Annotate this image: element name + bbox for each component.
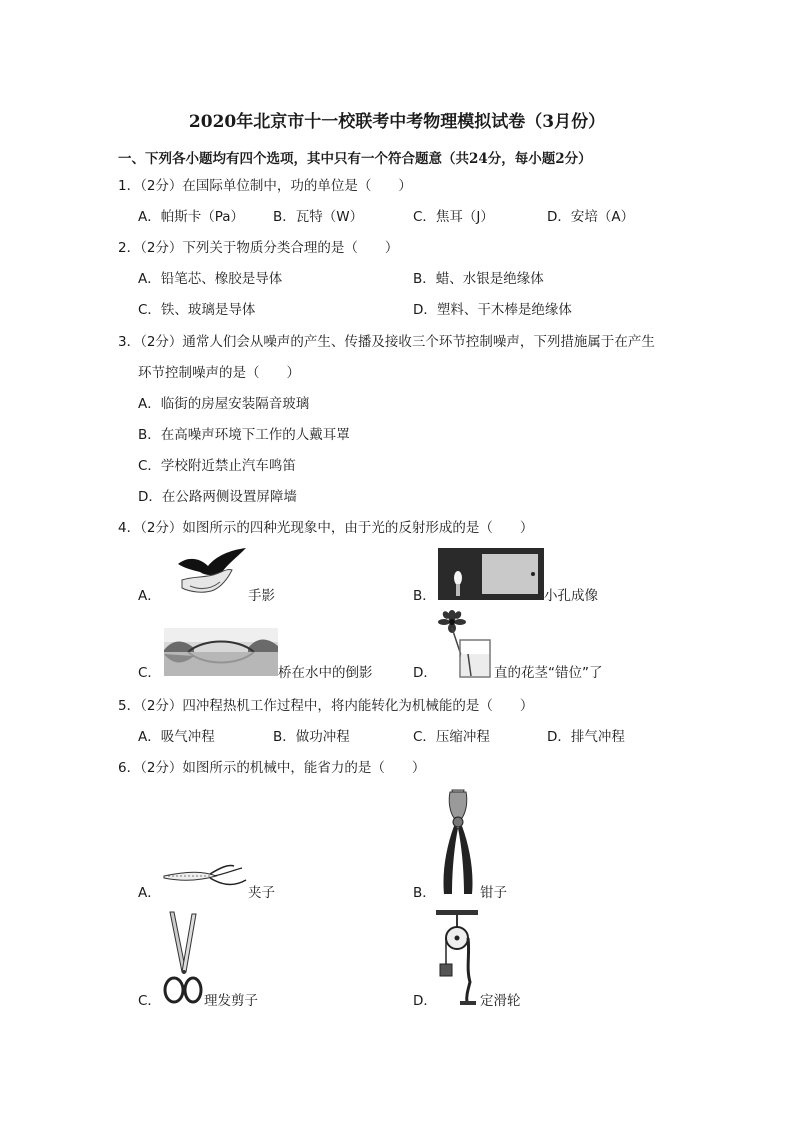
q6-stem: 6．（2分）如图所示的机械中，能省力的是（ ） <box>118 760 426 776</box>
q3-stem-line1: 3．（2分）通常人们会从噪声的产生、传播及接收三个环节控制噪声，下列措施属于在产生 <box>118 334 655 350</box>
scissors-image <box>162 910 204 1006</box>
q4-option-d-letter: D． <box>413 665 437 681</box>
flower-in-glass-image <box>438 610 494 678</box>
q5-option-a: A．吸气冲程 <box>138 729 215 745</box>
section-heading: 一、下列各小题均有四个选项，其中只有一个符合题意（共24分，每小题2分） <box>118 151 592 167</box>
q3-option-d: D．在公路两侧设置屏障墙 <box>138 489 297 505</box>
q5-option-d: D．排气冲程 <box>547 729 625 745</box>
q3-option-c: C．学校附近禁止汽车鸣笛 <box>138 458 296 474</box>
q4-option-a-letter: A． <box>138 588 161 604</box>
q4-option-b-letter: B． <box>413 588 436 604</box>
q4-option-b-text: 小孔成像 <box>544 588 598 604</box>
q2-option-c: C．铁、玻璃是导体 <box>138 302 256 318</box>
q1-option-d: D．安培（A） <box>547 209 635 225</box>
q6-option-d-letter: D． <box>413 993 437 1009</box>
q1-option-a: A．帕斯卡（Pa） <box>138 209 245 225</box>
q5-stem: 5．（2分）四冲程热机工作过程中，将内能转化为机械能的是（ ） <box>118 698 534 714</box>
q6-option-b-text: 钳子 <box>480 885 507 901</box>
q5-option-b: B．做功冲程 <box>273 729 350 745</box>
q2-option-b: B．蜡、水银是绝缘体 <box>413 271 544 287</box>
q2-stem: 2．（2分）下列关于物质分类合理的是（ ） <box>118 240 399 256</box>
q4-option-c-letter: C． <box>138 665 161 681</box>
q5-option-c: C．压缩冲程 <box>413 729 490 745</box>
pliers-image <box>436 788 480 896</box>
q3-option-b: B．在高噪声环境下工作的人戴耳罩 <box>138 427 350 443</box>
q3-option-a: A．临街的房屋安装隔音玻璃 <box>138 396 310 412</box>
hand-shadow-image <box>170 546 248 600</box>
page-title: 2020年北京市十一校联考中考物理模拟试卷（3月份） <box>188 112 606 132</box>
pinhole-image <box>438 548 544 600</box>
q4-stem: 4．（2分）如图所示的四种光现象中，由于光的反射形成的是（ ） <box>118 520 534 536</box>
q6-option-c-text: 理发剪子 <box>204 993 258 1009</box>
q2-option-d: D．塑料、干木棒是绝缘体 <box>413 302 572 318</box>
q6-option-d-text: 定滑轮 <box>480 993 521 1009</box>
q3-stem-line2: 环节控制噪声的是（ ） <box>138 365 300 381</box>
q6-option-c-letter: C． <box>138 993 161 1009</box>
q4-option-d-text: 直的花茎“错位”了 <box>494 665 603 681</box>
q6-option-b-letter: B． <box>413 885 436 901</box>
q4-option-c-text: 桥在水中的倒影 <box>278 665 373 681</box>
q1-option-c: C．焦耳（J） <box>413 209 494 225</box>
q1-option-b: B．瓦特（W） <box>273 209 364 225</box>
clip-tweezers-image <box>162 862 248 892</box>
bridge-reflection-image <box>164 628 278 676</box>
q6-option-a-text: 夹子 <box>248 885 275 901</box>
q6-option-a-letter: A． <box>138 885 161 901</box>
fixed-pulley-image <box>434 908 480 1008</box>
q1-stem: 1．（2分）在国际单位制中，功的单位是（ ） <box>118 178 412 194</box>
q2-option-a: A．铅笔芯、橡胶是导体 <box>138 271 283 287</box>
q4-option-a-text: 手影 <box>248 588 275 604</box>
